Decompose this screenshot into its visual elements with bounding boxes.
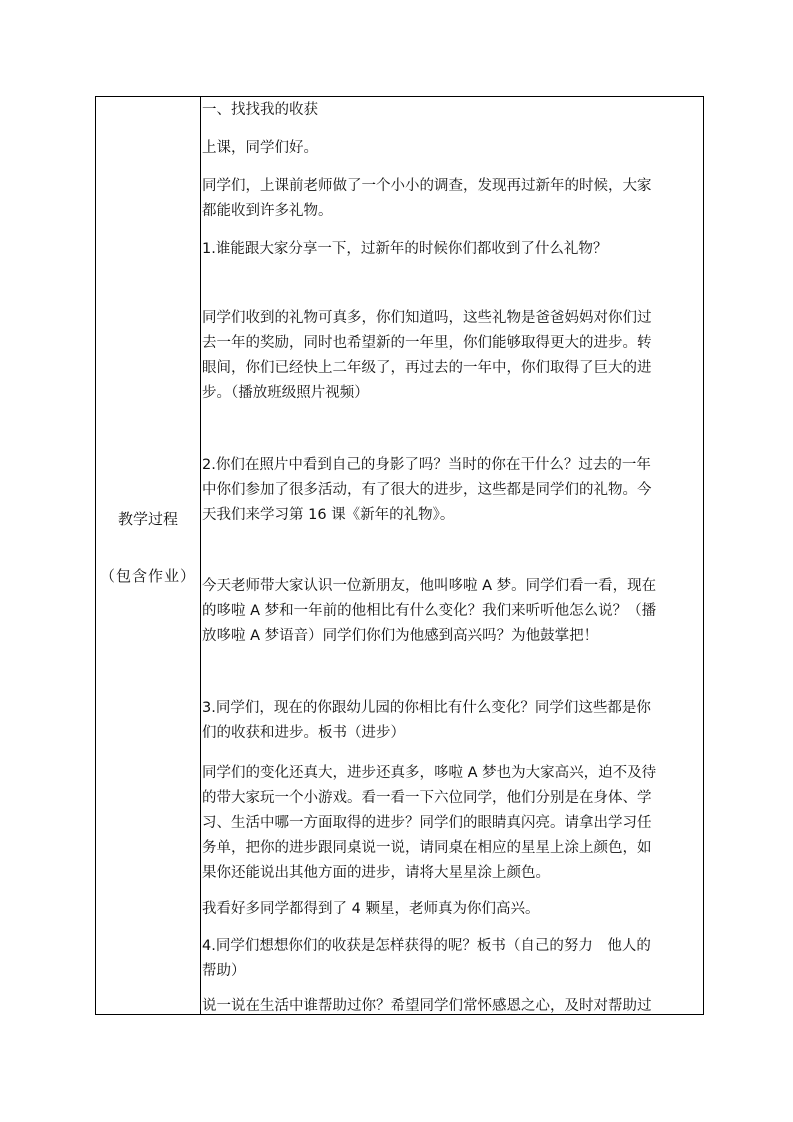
content-paragraph: 4.同学们想想你们的收获是怎样获得的呢？板书（自己的努力 他人的 帮助） — [202, 938, 651, 979]
section-label-cell — [96, 97, 201, 1014]
content-cell — [202, 97, 704, 1014]
content-paragraph: 2.你们在照片中看到自己的身影了吗？当时的你在干什么？过去的一年 中你们参加了很多活动，有了很大的进步，这些都是同学们的礼物。今 天我们来学习第 16 课《新年的礼物》。 — [202, 457, 652, 523]
content-paragraph: 说一说在生活中谁帮助过你？希望同学们常怀感恩之心，及时对帮助过 — [202, 998, 652, 1014]
section-heading: 一、找找我的收获 — [202, 102, 318, 118]
content-paragraph: 上课，同学们好。 — [202, 140, 318, 156]
section-label: 教学过程 — [117, 510, 178, 528]
section-sub-label: （包含作业） — [99, 567, 196, 585]
content-paragraph: 今天老师带大家认识一位新朋友，他叫哆啦 A 梦。同学们看一看，现在 的哆啦 A 梦和一年前的他相比有什么变化？我们来听听他怎么说？（播 放哆啦 A 梦语音）同学们你们为他感到高兴吗？为他鼓掌把！ — [202, 578, 657, 644]
content-paragraph: 同学们的变化还真大，进步还真多，哆啦 A 梦也为大家高兴，迫不及待 的带大家玩一个小游戏。看一看一下六位同学，他们分别是在身体、学 习、生活中哪一方面取得的进步？同学们的眼睛真闪亮。请拿出学习任 务单，把你的进步跟同桌说一说，请同桌在相应的星星上涂上颜色，如 果你还能说出其他方面的进步，请将大星星涂上颜色。 — [202, 765, 657, 881]
content-paragraph: 同学们收到的礼物可真多，你们知道吗，这些礼物是爸爸妈妈对你们过 去一年的奖励，同时也希望新的一年里，你们能够取得更大的进步。转 眼间，你们已经快上二年级了，再过去的一年中，你们取得了巨大的进 步。（播放班级照片视频） — [202, 310, 652, 401]
content-paragraph: 3.同学们，现在的你跟幼儿园的你相比有什么变化？同学们这些都是你 们的收获和进步。板书（进步） — [202, 700, 651, 741]
content-paragraph: 1.谁能跟大家分享一下，过新年的时候你们都收到了什么礼物？ — [202, 241, 608, 257]
content-paragraph: 我看好多同学都得到了 4 颗星，老师真为你们高兴。 — [202, 901, 540, 917]
lesson-plan-table — [95, 96, 704, 1015]
content-paragraph: 同学们，上课前老师做了一个小小的调查，发现再过新年的时候，大家 都能收到许多礼物。 — [202, 178, 652, 219]
